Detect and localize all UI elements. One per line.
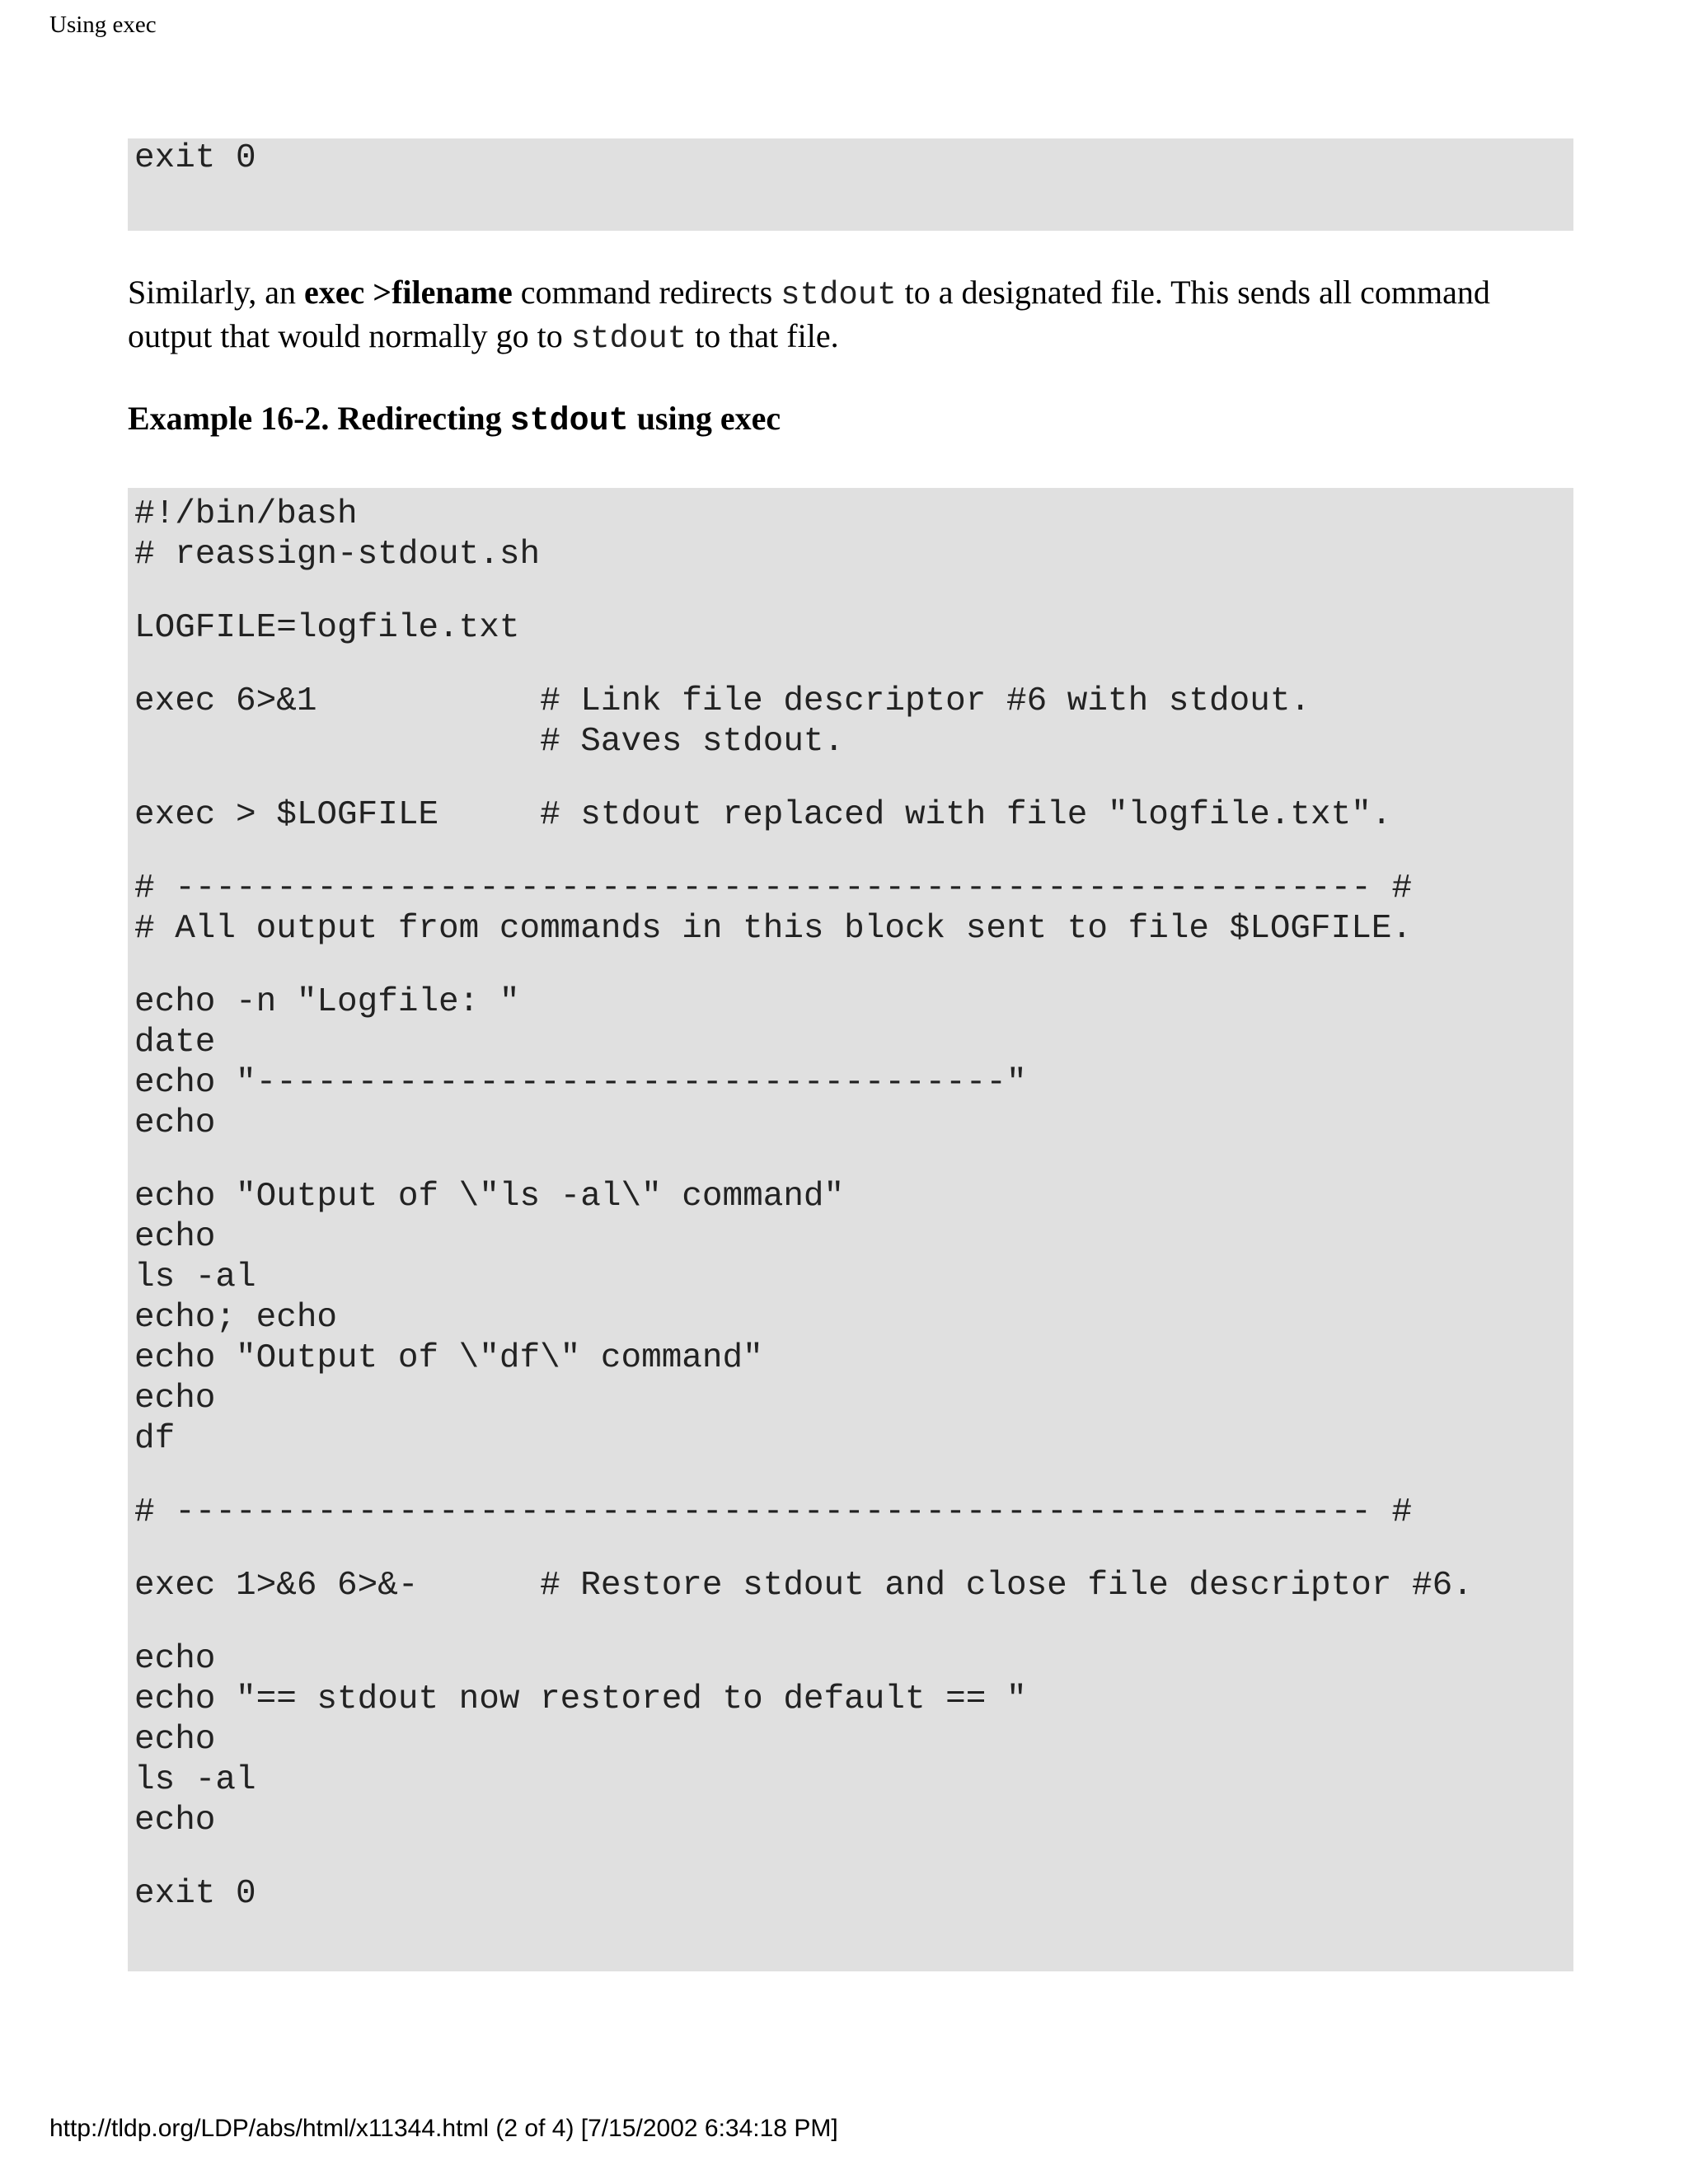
example-title-suffix: using exec bbox=[628, 400, 781, 437]
code-line: echo bbox=[134, 1218, 216, 1256]
code-line: exec 6>&1 # Link file descriptor #6 with stdout. bbox=[134, 682, 1311, 720]
code-blank-line bbox=[134, 1144, 1573, 1177]
code-line: exec 1>&6 6>&- # Restore stdout and close file descriptor #6. bbox=[134, 1567, 1473, 1605]
code-blank-line bbox=[134, 1606, 1573, 1639]
code-block-previous bbox=[128, 138, 1573, 231]
code-line: LOGFILE=logfile.txt bbox=[134, 609, 520, 647]
code-blank-line bbox=[134, 1460, 1573, 1493]
code-line: # reassign-stdout.sh bbox=[134, 536, 541, 574]
code-blank-line bbox=[134, 575, 1573, 608]
code-line: echo; echo bbox=[134, 1299, 338, 1337]
code-line: echo bbox=[134, 1802, 216, 1840]
paragraph-text-2: command redirects bbox=[512, 274, 781, 311]
example-title bbox=[128, 399, 781, 442]
code-line: exit 0 bbox=[134, 1875, 256, 1913]
code-line: echo bbox=[134, 1380, 216, 1418]
code-block-example bbox=[128, 488, 1573, 1971]
code-line: df bbox=[134, 1420, 176, 1458]
paragraph-text-3: to a designated file. This sends all command output that would normally go to bbox=[128, 274, 1490, 354]
page-header-title: Using exec bbox=[49, 12, 157, 38]
code-line: echo "== stdout now restored to default == " bbox=[134, 1680, 1027, 1718]
paragraph-mono-stdout-1: stdout bbox=[781, 277, 897, 313]
code-blank-line bbox=[134, 649, 1573, 682]
code-line: ls -al bbox=[134, 1761, 256, 1799]
code-line: #!/bin/bash bbox=[134, 495, 358, 533]
example-title-mono: stdout bbox=[509, 403, 629, 440]
paragraph-mono-stdout-2: stdout bbox=[570, 321, 687, 357]
code-line: echo bbox=[134, 1104, 216, 1142]
page-footer-url: http://tldp.org/LDP/abs/html/x11344.html (2 of 4) [7/15/2002 6:34:18 PM] bbox=[49, 2115, 838, 2142]
code-line: date bbox=[134, 1024, 216, 1062]
paragraph-text-4: to that file. bbox=[687, 317, 839, 354]
paragraph-bold-command: exec >filename bbox=[304, 274, 513, 311]
code-line: exec > $LOGFILE # stdout replaced with file "logfile.txt". bbox=[134, 796, 1392, 834]
top-code-line: exit 0 bbox=[134, 139, 256, 177]
body-paragraph bbox=[128, 272, 1578, 359]
code-line: echo bbox=[134, 1640, 216, 1678]
code-blank-line bbox=[134, 836, 1573, 869]
code-line: ls -al bbox=[134, 1258, 256, 1296]
code-line: # Saves stdout. bbox=[134, 723, 845, 761]
code-line: # All output from commands in this block sent to file $LOGFILE. bbox=[134, 910, 1413, 948]
code-line: echo "-------------------------------------" bbox=[134, 1064, 1027, 1102]
paragraph-text-1: Similarly, an bbox=[128, 274, 305, 311]
code-blank-line bbox=[134, 1841, 1573, 1874]
example-title-prefix: Example 16-2. Redirecting bbox=[128, 400, 510, 437]
code-line: # ----------------------------------------------------------- # bbox=[134, 1493, 1413, 1531]
code-line: echo -n "Logfile: " bbox=[134, 983, 520, 1021]
code-blank-line bbox=[134, 1533, 1573, 1566]
code-line: echo "Output of \"ls -al\" command" bbox=[134, 1178, 845, 1216]
code-blank-line bbox=[134, 762, 1573, 795]
code-blank-line bbox=[134, 949, 1573, 982]
code-line: echo bbox=[134, 1721, 216, 1759]
code-line: echo "Output of \"df\" command" bbox=[134, 1339, 763, 1377]
code-line: # ----------------------------------------------------------- # bbox=[134, 869, 1413, 907]
